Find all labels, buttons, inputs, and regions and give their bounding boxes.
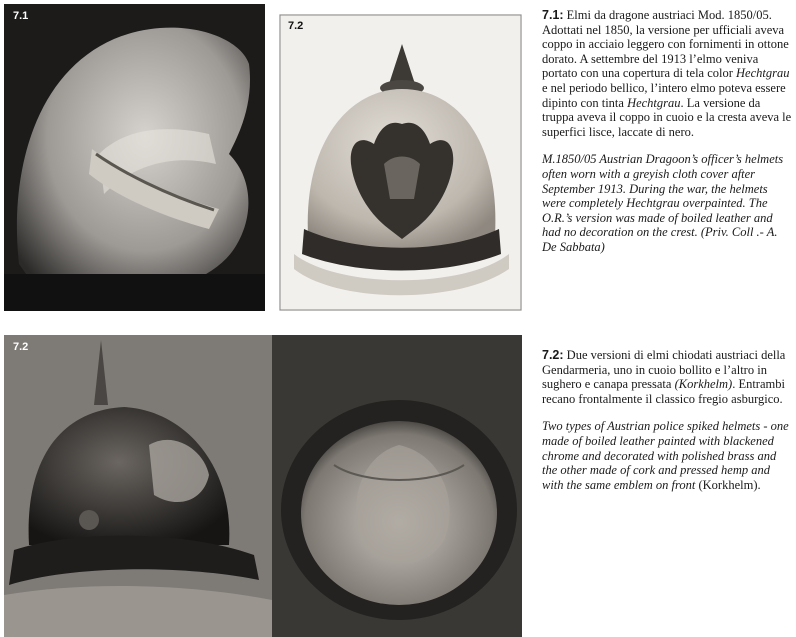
caption-italian-text: Elmi da dragone austriaci Mod. 1850/05. Adottati nel 1850, la versione per ufficiali aveva coppo in acciaio leggero con fornimenti in ottone dorato. A settembre del 1913 l’elmo veniva portato con una copertura di tela color Hechtgrau e nel periodo bellico, l’intero elmo poteva essere dipinto con tinta Hechtgrau. La versione da truppa aveva il coppo in cuoio e la cresta aveva le superfici lisce, laccate di nero. — [542, 8, 792, 139]
caption-7-1 — [542, 8, 792, 255]
photo-label: 7.2 — [13, 341, 29, 353]
caption-7-2 — [542, 348, 792, 492]
photo-spiked-helmet-eagle — [279, 14, 522, 311]
photo-dragoon-helmet — [4, 4, 265, 311]
caption-number: 7.1: — [542, 8, 564, 22]
photo-label: 7.2 — [288, 20, 304, 32]
caption-english-text: Two types of Austrian police spiked helmets - one made of boiled leather painted with blackened chrome and decorated with polished brass and the other made of cork and pressed hemp and with the same emblem on front (Korkhelm). — [542, 419, 789, 492]
photo-gendarmerie-helmets — [4, 335, 522, 637]
caption-number: 7.2: — [542, 348, 564, 362]
caption-italian-text: Due versioni di elmi chiodati austriaci della Gendarmeria, uno in cuoio bollito e l’altro in sughero e canapa pressata (Korkhelm). Entrambi recano frontalmente il classico fregio asburgico. — [542, 348, 786, 406]
photo-label: 7.1 — [13, 10, 29, 22]
caption-english-text: M.1850/05 Austrian Dragoon’s officer’s helmets often worn with a greyish cloth cover after September 1913. During the war, the helmets were completely Hechtgrau overpainted. The O.R.’s version was made of boiled leather and had no decoration on the crest. (Priv. Coll .- A. De Sabbata) — [542, 152, 784, 254]
